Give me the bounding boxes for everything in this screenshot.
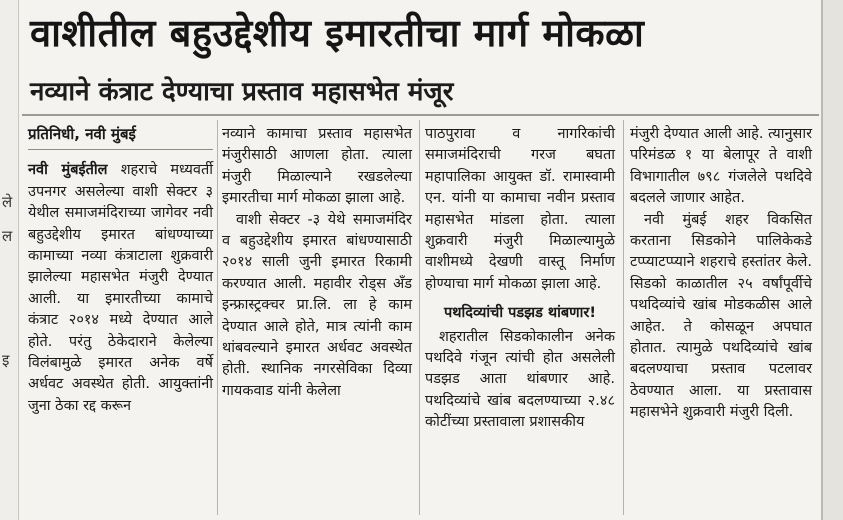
body-text: शहराचे मध्यवर्ती उपनगर असलेल्या वाशी सेक्टर ३ येथील समाजमंदिराच्या जागेवर नवी बहुउद्देशीय इमारत बांधण्याच्या कामाच्या नव्या कंत्राटाला शुक्रवारी झालेल्या महासभेत मंजुरी देण्यात आली. या इमारतीच्या कामाचे कंत्राट २०१४ मध्ये देण्यात आले होते. परंतु ठेकेदाराने केलेल्या विलंबामुळे इमारत अनेक वर्षे अर्धवट अवस्थेत होती. आयुक्तांनी जुना ठेका रद्द करून <box>28 162 213 414</box>
byline: प्रतिनिधी, नवी मुंबई <box>28 124 213 150</box>
lead-text: नवी मुंबईतील <box>28 162 108 179</box>
column-4 <box>630 124 812 424</box>
column-1 <box>28 124 213 417</box>
column-divider <box>419 120 420 515</box>
paragraph: नव्याने कामाचा प्रस्ताव महासभेत मंजुरीसाठी आणला होता. त्याला मंजुरी मिळाल्याने रखडलेल्या इमारतीचा मार्ग मोकळा झाला आहे. <box>222 126 412 207</box>
adjacent-column-edge <box>0 0 19 520</box>
edge-fragment: ल <box>2 227 13 245</box>
paragraph <box>28 160 213 417</box>
headline: वाशीतील बहुउद्देशीय इमारतीचा मार्ग मोकळा <box>30 11 645 55</box>
section-subheading: पथदिव्यांची पडझड थांबणार! <box>444 305 596 322</box>
column-2 <box>222 124 412 402</box>
paragraph: नवी मुंबई शहर विकसित करताना सिडकोने पालिकेकडे टप्प्याटप्प्याने शहराचे हस्तांतर केले. सिडको काळातील २५ वर्षांपूर्वीचे पथदिव्यांचे खांब मोडकळीस आले आहेत. ते कोसळून अपघात होतात. त्यामुळे पथदिव्यांचे खांब बदलण्याचा प्रस्ताव पटलावर ठेवण्यात आला. या प्रस्तावास महासभेने शुक्रवारी मंजुरी दिली. <box>630 211 812 421</box>
paragraph: पाठपुरावा व नागरिकांची समाजमंदिराची गरज बघता महापालिका आयुक्त डॉ. रामास्वामी एन. यांनी या कामाचा नवीन प्रस्ताव महासभेत मांडला होता. त्याला शुक्रवारी मंजुरी मिळाल्यामुळे वाशीमध्ये देखणी वास्तू निर्माण होण्याचा मार्ग मोकळा झाला आहे. <box>425 126 615 292</box>
paragraph: वाशी सेक्टर -३ येथे समाजमंदिर व बहुउद्देशीय इमारत बांधण्यासाठी २०१४ साली जुनी इमारत रिकामी करण्यात आली. महावीर रोड्स अँड इन्फ्रास्ट्रक्चर प्रा.लि. ला हे काम देण्यात आले होते, मात्र त्यांनी काम थांबवल्याने इमारत अर्धवट अवस्थेत होती. स्थानिक नगरसेविका दिव्या गायकवाड यांनी केलेला <box>222 211 412 399</box>
edge-fragment: इ <box>2 351 10 369</box>
column-divider <box>217 120 218 515</box>
column-divider <box>623 120 624 515</box>
header-rule <box>22 114 819 116</box>
paragraph: मंजुरी देण्यात आली आहे. त्यानुसार परिमंडळ १ या बेलापूर ते वाशी विभागातील ७९८ गंजलेले पथदिवे बदलले जाणार आहेत. <box>630 126 813 207</box>
column-3 <box>425 124 615 434</box>
page-edge <box>821 0 843 520</box>
subheadline: नव्याने कंत्राट देण्याचा प्रस्ताव महासभेत मंजूर <box>30 77 454 107</box>
edge-fragment: ले <box>2 193 13 211</box>
paragraph: शहरातील सिडकोकालीन अनेक पथदिवे गंजून त्यांची होत असलेली पडझड आता थांबणार आहे. पथदिव्यांचे खांब बदलण्याच्या २.४८ कोटींच्या प्रस्तावाला प्रशासकीय <box>425 328 615 431</box>
